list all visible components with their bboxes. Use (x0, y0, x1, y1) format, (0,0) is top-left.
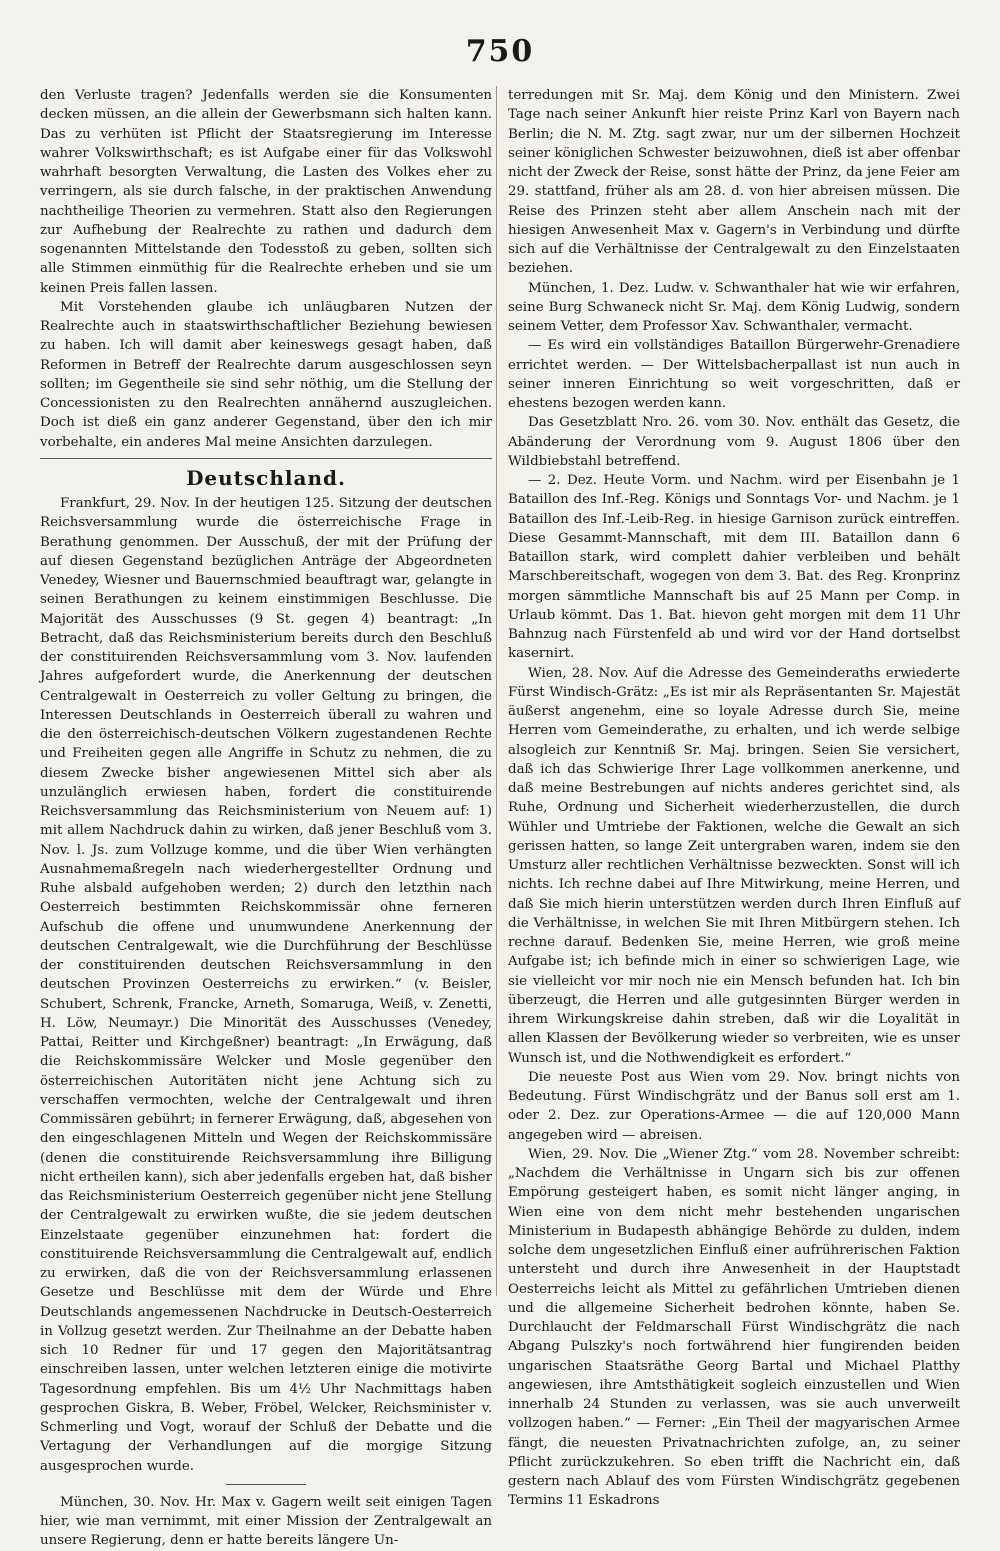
news-item-post: Die neueste Post aus Wien vom 29. Nov. bringt nichts von Bedeutung. Fürst Windischgrätz und der Banus soll erst am 1. oder 2. Dez. zur Operations-Armee — die auf 120,000 Mann angegeben wird — abreisen. (508, 1069, 960, 1143)
article-paragraph: Mit Vorstehenden glaube ich unläugbaren Nutzen der Realrechte auch in staatswirthschaftlicher Beziehung bewiesen zu haben. Ich will damit aber keineswegs gesagt haben, daß Reformen in Betreff der Realrechte darum ausgeschlossen seyn sollten; im Gegentheile sie sind sehr nöthig, um die Stellung der Concessionisten zu den Realrechten annähernd auszugleichen. Doch ist dieß ein ganz anderer Gegenstand, über den ich mir vorbehalte, ein anderes Mal meine Ansichten darzulegen. (40, 299, 492, 450)
page-number: 750 (465, 34, 535, 69)
news-item-garnison: — 2. Dez. Heute Vorm. und Nachm. wird per Eisenbahn je 1 Bataillon des Inf.-Reg. Königs und Sonntags Vor- und Nachm. je 1 Bataillon des Inf.-Leib-Reg. in hiesige Garnison zurück eintreffen. Diese Gesammt-Mannschaft, mit dem III. Bataillon dann 6 Bataillon stark, wird complett dahier verbleiben und behält Marschbereitschaft, wogegen von dem 3. Bat. des Reg. Kronprinz morgen sämmtliche Mannschaft bis auf 25 Mann per Comp. in Urlaub kömmt. Das 1. Bat. hievon geht morgen mit dem 11 Uhr Bahnzug nach Fürstenfeld ab und wird vor der Hand dortselbst kasernirt. (508, 473, 960, 662)
article-paragraph: terredungen mit Sr. Maj. dem König und den Ministern. Zwei Tage nach seiner Ankunft hier reiste Prinz Karl von Bayern nach Berlin; die N. M. Ztg. sagt zwar, nur um der silbernen Hochzeit seiner königlichen Schwester beizuwohnen, dieß ist aber offenbar nicht der Zweck der Reise, sonst hätte der Prinz, da jene Feier am 29. stattfand, früher als am 28. d. von hier abreisen müssen. Die Reise des Prinzen steht aber allem Anschein nach mit der hiesigen Anwesenheit Max v. Gagern's in Verbindung und dürfte sich auf die Verhältnisse der Centralgewalt zu den Einzelstaaten beziehen. (508, 88, 960, 277)
right-column (508, 86, 960, 1509)
news-item-gesetzblatt: Das Gesetzblatt Nro. 26. vom 30. Nov. enthält das Gesetz, die Abänderung der Verordnung vom 9. August 1806 über den Wildbiebstahl betreffend. (508, 415, 960, 469)
article-paragraph: den Verluste tragen? Jedenfalls werden sie die Konsumenten decken müssen, an die allein der Gewerbsmann sich halten kann. Das zu verhüten ist Pflicht der Staatsregierung im Interesse wahrer Volkswirthschaft; es ist Aufgabe einer für das Volkswohl wahrhaft besorgten Verwaltung, die Lasten des Volkes eher zu verringern, als sie durch falsche, in der praktischen Anwendung nachtheilige Theorien zu vermehren. Statt also den Regierungen zur Aufhebung der Realrechte zu rathen und dadurch dem sogenannten Mittelstande den Todesstoß zu geben, sollten sich alle Stimmen einmüthig für die Realrechte erheben und sie um keinen Preis fallen lassen. (40, 88, 492, 296)
news-item-bataillon: — Es wird ein vollständiges Bataillon Bürgerwehr-Grenadiere errichtet werden. — Der Wittelsbacherpallast ist nun auch in seiner inneren Einrichtung so weit vorgeschritten, daß er ehestens bezogen werden kann. (508, 338, 960, 411)
item-divider (226, 1484, 306, 1485)
column-rule (496, 86, 497, 1296)
news-item-wien-28: Wien, 28. Nov. Auf die Adresse des Gemeinderaths erwiederte Fürst Windisch-Grätz: „Es ist mir als Repräsentanten Sr. Majestät äußerst angenehm, eine so loyale Adresse durch Sie, meine Herren vom Gemeinderathe, zu erhalten, und ich werde selbige alsogleich zur Kenntniß Sr. Maj. bringen. Seien Sie versichert, daß ich das Schwierige Ihrer Lage vollkommen anerkenne, und daß meine Bestrebungen auf nichts anderes gerichtet sind, als Ruhe, Ordnung und Sicherheit wiederherzustellen, die durch Wühler und Umtriebe der Faktionen, welche die Gewalt an sich gerissen hatten, so lange Zeit untergraben waren, indem sie den Umsturz aller rechtlichen Verhältnisse bezweckten. Sonst will ich nichts. Ich rechne dabei auf Ihre Mitwirkung, meine Herren, und daß Sie mich hierin unterstützen werden durch Ihren Einfluß auf die Verhältnisse, in welchen Sie mit Ihren Mitbürgern stehen. Ich rechne darauf. Bedenken Sie, meine Herren, wie groß meine Aufgabe ist; ich befinde mich in einer so schwierigen Lage, wie sie vielleicht vor mir noch nie ein Mensch befunden hat. Ich bin überzeugt, die Herren und alle gutgesinnten Bürger werden in ihrem Wirkungskreise dahin streben, daß wir die Loyalität in allen Klassen der Bevölkerung wieder so verbreiten, wie es unser Wunsch ist, und die Nothwendigkeit es erfordert.“ (508, 665, 960, 1066)
news-item-muenchen-dez: München, 1. Dez. Ludw. v. Schwanthaler hat wie wir erfahren, seine Burg Schwaneck nicht Sr. Maj. dem König Ludwig, sondern seinem Vetter, dem Professor Xav. Schwanthaler, vermacht. (508, 280, 960, 334)
section-heading: Deutschland. (186, 465, 346, 490)
news-item-frankfurt: Frankfurt, 29. Nov. In der heutigen 125. Sitzung der deutschen Reichsversammlung wurde die österreichische Frage in Berathung genommen. Der Ausschuß, der mit der Prüfung der auf diesen Gegenstand bezüglichen Anträge der Abgeordneten Venedey, Wiesner und Bauernschmied beauftragt war, gelangte in seinen Berathungen zu keinem einstimmigen Beschlusse. Die Majorität des Ausschusses (9 St. gegen 4) beantragt: „In Betracht, daß das Reichsministerium bereits durch den Beschluß der constituirenden Reichsversammlung vom 3. Nov. laufenden Jahres aufgefordert wurde, die Anerkennung der deutschen Centralgewalt in Oesterreich zu voller Geltung zu bringen, die Interessen Deutschlands in Oesterreich überall zu wahren und die den österreichisch-deutschen Völkern zugestandenen Rechte und Freiheiten gegen alle Angriffe in Schutz zu nehmen, die zu diesem Zwecke bisher angewiesenen Mittel sich aber als unzulänglich erwiesen haben, fordert die constituirende Reichsversammlung das Reichsministerium von Neuem auf: 1) mit allem Nachdruck dahin zu wirken, daß jener Beschluß vom 3. Nov. l. Js. zum Vollzuge komme, und die über Wien verhängten Ausnahmemaßregeln nach wiederhergestellter Ordnung und Ruhe alsbald aufgehoben werden; 2) durch den letzthin nach Oesterreich bestimmten Reichskommissär ohne ferneren Aufschub die offene und unumwundene Anerkennung der deutschen Centralgewalt, wie die Durchführung der Beschlüsse der constituirenden deutschen Reichsversammlung in den deutschen Provinzen Oesterreichs zu erwirken.“ (v. Beisler, Schubert, Schrenk, Francke, Arneth, Somaruga, Weiß, v. Zenetti, H. Löw, Neumayr.) Die Minorität des Ausschusses (Venedey, Pattai, Reitter und Kirchgeßner) beantragt: „In Erwägung, daß die Reichskommissäre Welcker und Mosle gegenüber den österreichischen Autoritäten nicht jene Achtung sich zu verschaffen vermochten, welche der Centralgewalt und ihren Commissären gebührt; in fernerer Erwägung, daß, abgesehen von den eingeschlagenen Mitteln und Wegen der Reichskommissäre (denen die constituirende Reichsversammlung ihre Billigung nicht ertheilen kann), sich aber jedenfalls ergeben hat, daß bisher das Reichsministerium Oesterreich gegenüber nicht jene Stellung der Centralgewalt zu erwirken wußte, die sie jedem deutschen Einzelstaate gegenüber einzunehmen hat: fordert die constituirende Reichsversammlung die Centralgewalt auf, endlich zu erwirken, daß die von der Reichsversammlung erlassenen Gesetze und Beschlüsse mit dem der Würde und Ehre Deutschlands angemessenen Nachdrucke in Deutsch-Oesterreich in Vollzug gesetzt werden. Zur Theilnahme an der Debatte haben sich 10 Redner für und 17 gegen den Majoritätsantrag einschreiben lassen, unter welchen letzteren einige die motivirte Tagesordnung empfehlen. Bis um 4½ Uhr Nachmittags haben gesprochen Giskra, B. Weber, Fröbel, Welcker, Reichsminister v. Schmerling und Vogt, worauf der Schluß der Debatte und die Vertagung der Verhandlungen auf die morgige Sitzung ausgesprochen wurde. (40, 496, 492, 1474)
left-column (40, 86, 492, 1549)
section-divider (40, 458, 492, 459)
news-item-wien-29: Wien, 29. Nov. Die „Wiener Ztg.“ vom 28. November schreibt: „Nachdem die Verhältnisse in Ungarn sich bis zur offenen Empörung gesteigert haben, es somit nicht länger anging, in Wien eine von dem nicht mehr bestehenden ungarischen Ministerium in Budapesth abhängige Behörde zu dulden, indem solche dem ungesetzlichen Einfluß einer aufrührerischen Faktion untersteht und durch ihre Anwesenheit in der Hauptstadt Oesterreichs leicht als Mittel zu gefährlichen Umtrieben dienen und die allgemeine Sicherheit bedrohen könnte, haben Se. Durchlaucht der Feldmarschall Fürst Windischgrätz die nach Abgang Pulszky's noch fortwährend hier fungirenden beiden ungarischen Staatsräthe Georg Bartal und Michael Platthy angewiesen, ihre Amtsthätigkeit sogleich einzustellen und Wien innerhalb 24 Stunden zu verlassen, was sie auch unverweilt vollzogen haben.“ — Ferner: „Ein Theil der magyarischen Armee fängt, die neuesten Privatnachrichten zufolge, an, zu seiner Pflicht zurückzukehren. So eben trifft die Nachricht ein, daß gestern nach Ablauf des vom Fürsten Windischgrätz gegebenen Termins 11 Eskadrons (508, 1146, 960, 1509)
news-item-muenchen: München, 30. Nov. Hr. Max v. Gagern weilt seit einigen Tagen hier, wie man vernimmt, mit einer Mission der Zentralgewalt an unsere Regierung, denn er hatte bereits längere Un- (40, 1494, 492, 1549)
